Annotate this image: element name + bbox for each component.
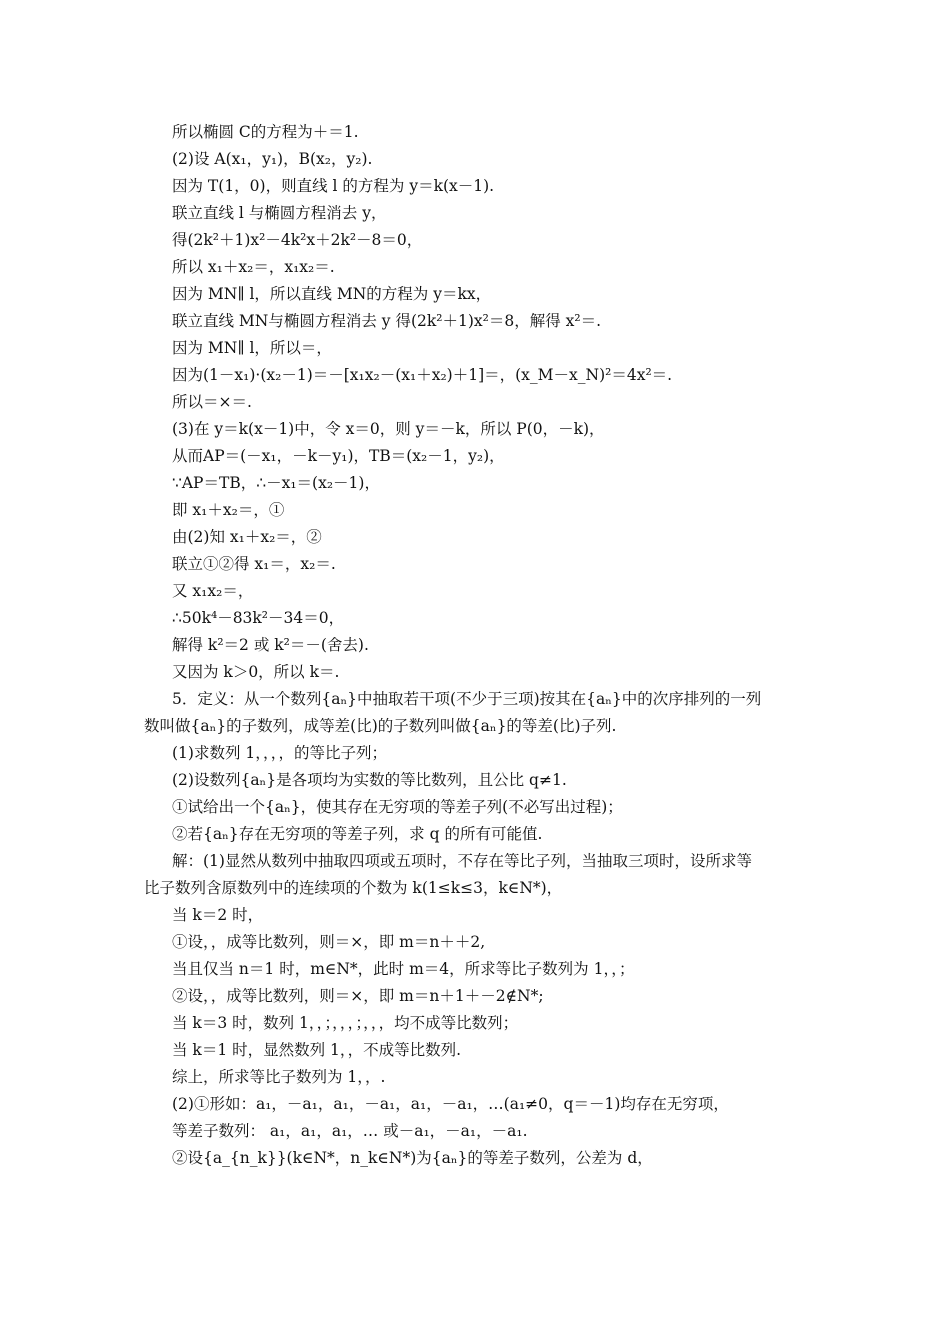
text-line: 综上，所求等比子数列为 1，，. [172, 1068, 386, 1086]
text-line: ①设，，成等比数列，则＝×，即 m＝n＋＋2, [172, 933, 486, 951]
text-line: 所以＝×＝. [172, 393, 252, 411]
text-line: 当且仅当 n＝1 时，m∈N*，此时 m＝4，所求等比子数列为 1，，； [172, 960, 635, 978]
text-line: 得(2k²＋1)x²－4k²x＋2k²－8＝0， [172, 231, 423, 249]
text-line: (2)设数列{aₙ}是各项均为实数的等比数列，且公比 q≠1. [172, 771, 567, 789]
text-line: 联立直线 l 与椭圆方程消去 y， [172, 204, 387, 222]
text-line: 等差子数列： a₁，a₁，a₁，… 或－a₁，－a₁，－a₁. [172, 1122, 528, 1140]
text-line: 即 x₁＋x₂＝，① [172, 501, 285, 519]
text-line: 数叫做{aₙ}的子数列，成等差(比)的子数列叫做{aₙ}的等差(比)子列. [144, 717, 617, 735]
text-line: 从而AP＝(－x₁，－k－y₁)，TB＝(x₂－1，y₂)， [172, 447, 505, 465]
text-line: ∵AP＝TB，∴－x₁＝(x₂－1)， [172, 474, 380, 492]
text-line: 因为 MN∥ l，所以＝， [172, 339, 332, 357]
text-line: 所以 x₁＋x₂＝，x₁x₂＝. [172, 258, 335, 276]
text-line: 因为(1－x₁)·(x₂－1)＝－[x₁x₂－(x₁＋x₂)＋1]＝，(x_M－x_N)²＝4x²＝. [172, 366, 673, 384]
text-line: 联立①②得 x₁＝，x₂＝. [172, 555, 336, 573]
text-line: ∴50k⁴－83k²－34＝0， [172, 609, 345, 627]
text-line: 又因为 k＞0，所以 k＝. [172, 663, 340, 681]
text-line: ②设{a_{n_k}}(k∈N*，n_k∈N*)为{aₙ}的等差子数列，公差为 d， [172, 1149, 653, 1167]
text-line: (2)①形如：a₁，－a₁，a₁，－a₁，a₁，－a₁，…(a₁≠0，q＝－1)均存在无穷项， [172, 1095, 729, 1113]
text-line: 联立直线 MN与椭圆方程消去 y 得(2k²＋1)x²＝8，解得 x²＝. [172, 312, 602, 330]
text-line: 又 x₁x₂＝， [172, 582, 254, 600]
text-line: 解得 k²＝2 或 k²＝－(舍去). [172, 636, 369, 654]
text-line: 当 k＝1 时，显然数列 1，，不成等比数列. [172, 1041, 462, 1059]
text-line: 当 k＝2 时， [172, 906, 264, 924]
text-line: 因为 MN∥ l，所以直线 MN的方程为 y＝kx， [172, 285, 492, 303]
text-line: 由(2)知 x₁＋x₂＝，② [172, 528, 322, 546]
text-line: 5．定义：从一个数列{aₙ}中抽取若干项(不少于三项)按其在{aₙ}中的次序排列的一列 [172, 690, 762, 708]
text-line: 当 k＝3 时，数列 1，，；，，，；，，，均不成等比数列； [172, 1014, 519, 1032]
text-line: (2)设 A(x₁，y₁)，B(x₂，y₂). [172, 150, 373, 168]
text-line: (3)在 y＝k(x－1)中，令 x＝0，则 y＝－k，所以 P(0，－k)， [172, 420, 605, 438]
text-line: ①试给出一个{aₙ}，使其存在无穷项的等差子列(不必写出过程)； [172, 798, 623, 816]
text-line: 比子数列含原数列中的连续项的个数为 k(1≤k≤3，k∈N*)， [144, 879, 563, 897]
text-line: (1)求数列 1，，，，的等比子列； [172, 744, 387, 762]
text-line: 解：(1)显然从数列中抽取四项或五项时，不存在等比子列，当抽取三项时，设所求等 [172, 852, 752, 870]
text-line: 因为 T(1，0)，则直线 l 的方程为 y＝k(x－1). [172, 177, 495, 195]
text-line: 所以椭圆 C的方程为＋＝1. [172, 123, 359, 141]
text-line: ②设，，成等比数列，则＝×，即 m＝n＋1＋－2∉N*; [172, 987, 544, 1005]
text-line: ②若{aₙ}存在无穷项的等差子列，求 q 的所有可能值. [172, 825, 543, 843]
